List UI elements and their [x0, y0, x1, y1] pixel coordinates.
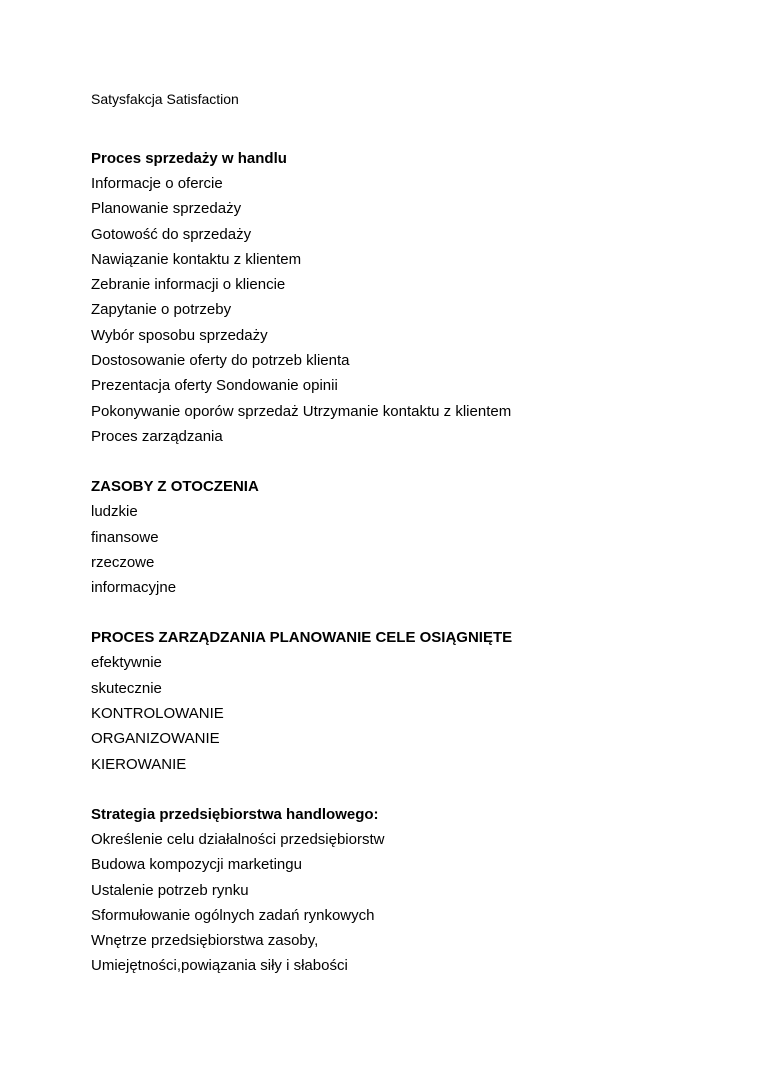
section-proces-zarzadzania: [91, 625, 731, 776]
section-heading: Strategia przedsiębiorstwa handlowego:: [91, 805, 379, 823]
document-page: [91, 89, 731, 979]
list-item: efektywnie: [91, 654, 162, 672]
list-item: ludzkie: [91, 503, 138, 521]
section-zasoby-z-otoczenia: [91, 474, 731, 600]
list-item: Gotowość do sprzedaży: [91, 225, 252, 243]
list-item: Prezentacja oferty Sondowanie opinii: [91, 377, 338, 395]
section-heading: Proces sprzedaży w handlu: [91, 150, 287, 167]
list-item: Wnętrze przedsiębiorstwa zasoby,: [91, 932, 319, 950]
list-item: Nawiązanie kontaktu z klientem: [91, 250, 302, 268]
list-item: KONTROLOWANIE: [91, 705, 224, 723]
list-item: rzeczowe: [91, 553, 155, 571]
section-proces-sprzedazy: [91, 146, 731, 449]
list-item: Proces zarządzania: [91, 427, 223, 445]
list-item: Zapytanie o potrzeby: [91, 301, 232, 319]
list-item: Sformułowanie ogólnych zadań rynkowych: [91, 906, 375, 924]
document-title: Satysfakcja Satisfaction: [91, 91, 239, 107]
list-item: ORGANIZOWANIE: [91, 730, 220, 748]
list-item: skutecznie: [91, 679, 162, 697]
section-heading: PROCES ZARZĄDZANIA PLANOWANIE CELE OSIĄGNIĘTE: [91, 629, 513, 647]
list-item: KIEROWANIE: [91, 755, 187, 773]
list-item: Dostosowanie oferty do potrzeb klienta: [91, 352, 350, 370]
section-heading: ZASOBY Z OTOCZENIA: [91, 478, 259, 496]
list-item: Umiejętności,powiązania siły i słabości: [91, 957, 348, 975]
list-item: Wybór sposobu sprzedaży: [91, 326, 268, 344]
list-item: Informacje o ofercie: [91, 175, 223, 192]
section-strategia: [91, 802, 731, 979]
list-item: Ustalenie potrzeb rynku: [91, 881, 249, 899]
list-item: Budowa kompozycji marketingu: [91, 856, 302, 874]
list-item: informacyjne: [91, 579, 177, 597]
list-item: finansowe: [91, 528, 159, 546]
list-item: Zebranie informacji o kliencie: [91, 276, 286, 294]
list-item: Określenie celu działalności przedsiębiorstw: [91, 830, 385, 848]
list-item: Planowanie sprzedaży: [91, 200, 242, 218]
list-item: Pokonywanie oporów sprzedaż Utrzymanie kontaktu z klientem: [91, 402, 512, 420]
